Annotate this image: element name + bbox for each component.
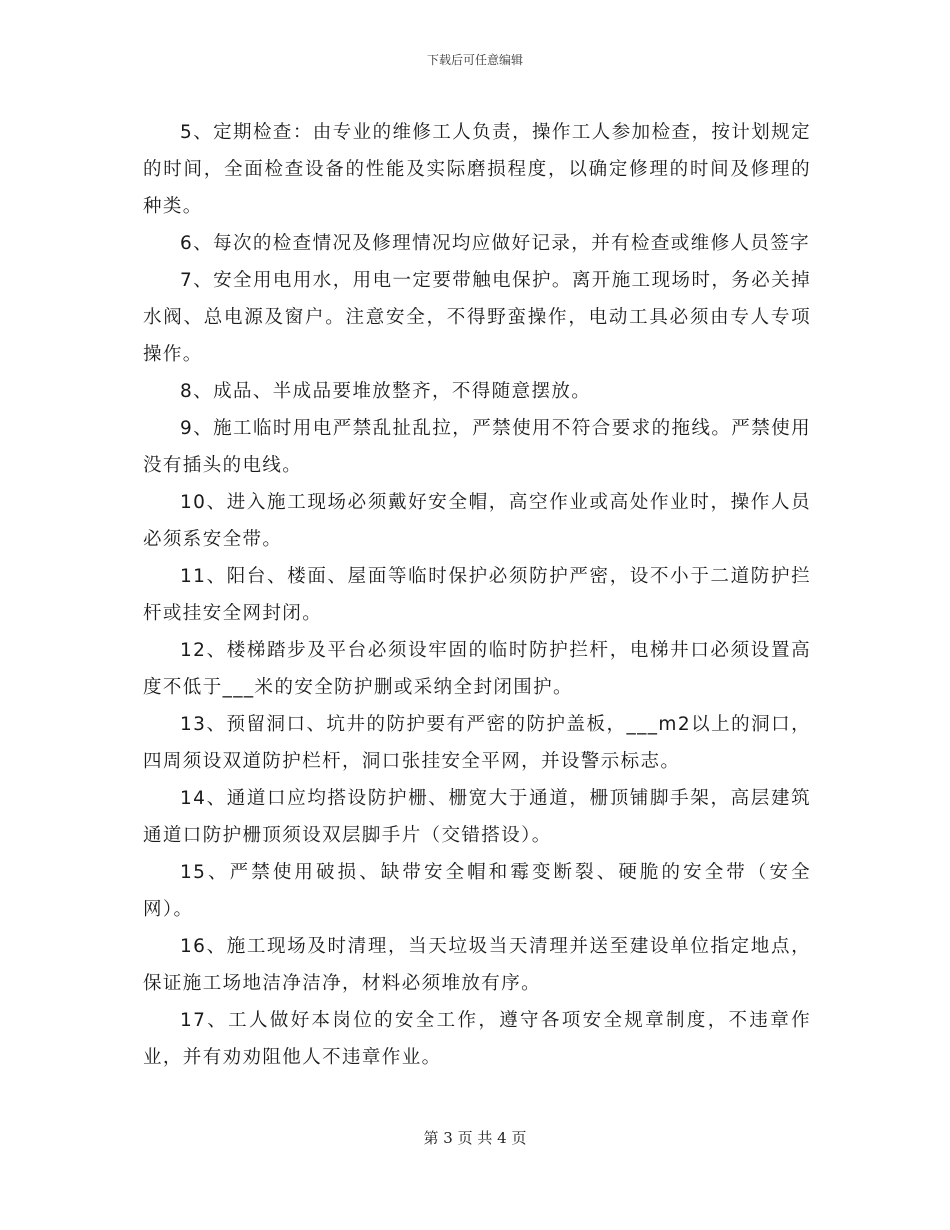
page-number: 第 3 页 共 4 页 bbox=[423, 1129, 527, 1147]
paragraph-9: 9、施工临时用电严禁乱扯乱拉，严禁使用不符合要求的拖线。严禁使用没有插头的电线。 bbox=[143, 418, 811, 476]
paragraph-13: 13、预留洞口、坑井的防护要有严密的防护盖板，___m2以上的洞口，四周须设双道防护栏杆，洞口张挂安全平网，并设警示标志。 bbox=[143, 714, 811, 772]
document-body bbox=[143, 114, 811, 1076]
paragraph-15: 15、严禁使用破损、缺带安全帽和霉变断裂、硬脆的安全带（安全网）。 bbox=[143, 862, 811, 920]
paragraph-12: 12、楼梯踏步及平台必须设牢固的临时防护拦杆，电梯井口必须设置高度不低于___米的安全防护删或采纳全封闭围护。 bbox=[143, 640, 811, 698]
paragraph-8: 8、成品、半成品要堆放整齐，不得随意摆放。 bbox=[180, 381, 592, 402]
paragraph-6: 6、每次的检查情况及修理情况均应做好记录，并有检查或维修人员签字 bbox=[180, 233, 811, 254]
paragraph-14: 14、通道口应均搭设防护栅、栅宽大于通道，栅顶铺脚手架，高层建筑通道口防护栅顶须设双层脚手片（交错搭设）。 bbox=[143, 788, 811, 846]
paragraph-17: 17、工人做好本岗位的安全工作，遵守各项安全规章制度，不违章作业，并有劝劝阻他人不违章作业。 bbox=[143, 1010, 811, 1068]
page-header: 下载后可任意编辑 bbox=[426, 53, 523, 67]
paragraph-11: 11、阳台、楼面、屋面等临时保护必须防护严密，设不小于二道防护拦杆或挂安全网封闭。 bbox=[143, 566, 811, 624]
paragraph-7: 7、安全用电用水，用电一定要带触电保护。离开施工现场时，务必关掉水阀、总电源及窗户。注意安全，不得野蛮操作，电动工具必须由专人专项操作。 bbox=[143, 270, 811, 365]
paragraph-16: 16、施工现场及时清理，当天垃圾当天清理并送至建设单位指定地点，保证施工场地洁净洁净，材料必须堆放有序。 bbox=[143, 936, 811, 994]
paragraph-5: 5、定期检查：由专业的维修工人负责，操作工人参加检查，按计划规定的时间，全面检查设备的性能及实际磨损程度，以确定修理的时间及修理的种类。 bbox=[143, 122, 811, 217]
paragraph-10: 10、进入施工现场必须戴好安全帽，高空作业或高处作业时，操作人员必须系安全带。 bbox=[143, 492, 811, 550]
